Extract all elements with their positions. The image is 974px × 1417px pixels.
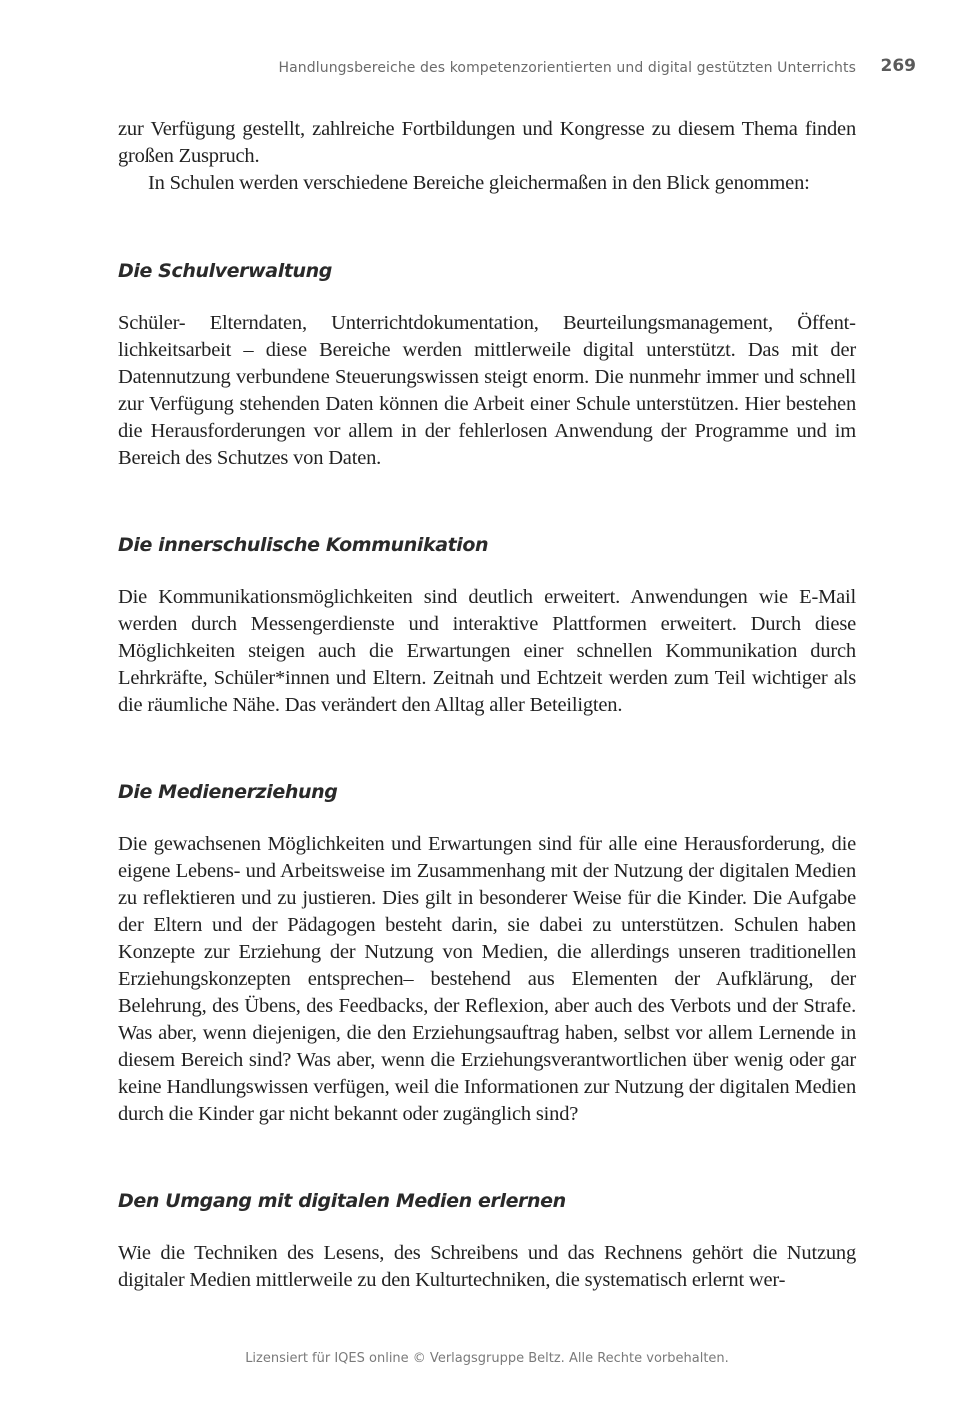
- section-heading-medienerziehung: Die Medienerziehung: [118, 781, 338, 803]
- section-heading-schulverwaltung: Die Schulverwaltung: [118, 260, 332, 282]
- running-header: [0, 56, 974, 80]
- intro-paragraph-indented: In Schulen werden verschiedene Bereiche gleichermaßen in den Blick genommen:: [148, 172, 810, 194]
- section-body-kommunikation: Die Kommunikationsmöglichkeiten sind deutlich erweitert. Anwendungen wie E-Mail werden durch Messengerdienste und interaktive Plattformen erweitert. Durch diese Möglichkeiten steigen auch die Erwartungen einer schnellen Kommunikation durch Lehrkräfte, Schüler*innen und Eltern. Zeitnah und Echtzeit werden zum Teil wichtiger als die räumliche Nähe. Das verändert den Alltag aller Beteiligten.: [118, 586, 856, 716]
- intro-paragraph: zur Verfügung gestellt, zahlreiche Fortbildungen und Kongresse zu diesem Thema finden großen Zuspruch.: [118, 118, 856, 167]
- page-body: [118, 116, 856, 1294]
- section-heading-umgang-digitale-medien: Den Umgang mit digitalen Medien erlernen: [118, 1190, 566, 1212]
- section-body-schulverwaltung: Schüler- Elterndaten, Unterrichtdokumentation, Beurteilungsmanagement, Öffentlichkeitsarbeit – diese Bereiche werden mittlerweile digital unterstützt. Das mit der Datennutzung verbundene Steuerungswissen steigt enorm. Die nunmehr immer und schnell zur Verfügung stehenden Daten können die Arbeit einer Schule unterstützen. Hier bestehen die Herausforderungen vor allem in der fehlerlosen Anwendung der Programme und im Bereich des Schutzes von Daten.: [118, 312, 856, 469]
- section-body-medienerziehung: Die gewachsenen Möglichkeiten und Erwartungen sind für alle eine Herausforderung, die eigene Lebens- und Arbeitsweise im Zusammenhang mit der Nutzung der digitalen Medien zu reflektieren und zu justieren. Dies gilt in besonderer Weise für die Kinder. Die Aufgabe der Eltern und der Pädagogen besteht darin, sie dabei zu unterstützen. Schulen haben Konzepte zur Erziehung der Nutzung von Medien, die allerdings unseren traditionellen Erziehungskonzepten entsprechen– bestehend aus Elementen der Aufklärung, der Belehrung, des Übens, des Feedbacks, der Reflexion, aber auch des Verbots und der Strafe. Was aber, wenn diejenigen, die den Erziehungsauftrag haben, selbst vor allem Lernende in diesem Bereich sind? Was aber, wenn die Erziehungsverantwortlichen über wenig oder gar keine Handlungswissen verfügen, weil die Informationen zur Nutzung der digitalen Medien durch die Kinder gar nicht bekannt oder zugänglich sind?: [118, 833, 856, 1125]
- section-body-umgang-digitale-medien: Wie die Techniken des Lesens, des Schreibens und das Rechnens gehört die Nutzung digitaler Medien mittlerweile zu den Kulturtechniken, die systematisch erlernt wer-: [118, 1242, 856, 1291]
- section-heading-kommunikation: Die innerschulische Kommunikation: [118, 534, 489, 556]
- license-footer: Lizensiert für IQES online © Verlagsgruppe Beltz. Alle Rechte vorbehalten.: [245, 1351, 729, 1366]
- running-title: Handlungsbereiche des kompetenzorientierten und digital gestützten Unterrichts: [278, 60, 856, 76]
- page-number: 269: [880, 56, 916, 76]
